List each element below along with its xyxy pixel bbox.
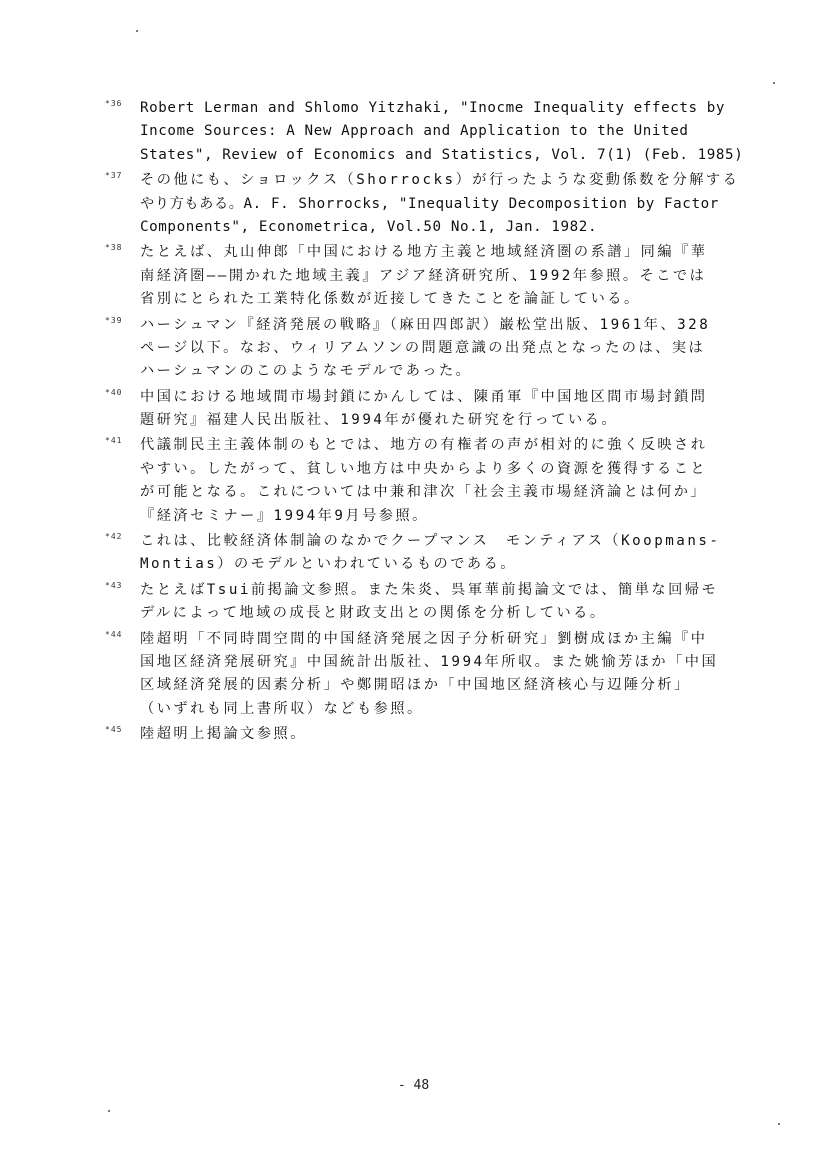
endnote-marker: *36 [105, 99, 123, 108]
endnotes-list [105, 97, 785, 749]
endnote-line: Robert Lerman and Shlomo Yitzhaki, "Inocme Inequality effects by [140, 100, 726, 116]
endnote-line: 南経済圏――開かれた地域主義』アジア経済研究所、1992年参照。そこでは [140, 267, 707, 284]
scan-speck [108, 1110, 110, 1112]
endnote-marker: *44 [105, 629, 123, 639]
endnote [105, 97, 785, 167]
endnote-line: 国地区経済発展研究』中国統計出版社、1994年所収。また姚愉芳ほか「中国 [140, 653, 719, 670]
endnote-line: 中国における地域間市場封鎖にかんしては、陳甬軍『中国地区間市場封鎖問 [140, 388, 708, 405]
endnote-marker: *42 [105, 532, 123, 542]
endnote-line: States", Review of Economics and Statistics, Vol. 7(1) (Feb. 1985) [140, 146, 744, 163]
endnote-line: やすい。したがって、貧しい地方は中央からより多くの資源を獲得すること [140, 460, 708, 477]
endnote-line: 省別にとられた工業特化係数が近接してきたことを論証している。 [140, 291, 641, 308]
endnote-line: 『経済セミナー』1994年9月号参照。 [140, 507, 429, 524]
scan-speck [136, 30, 138, 32]
endnote [105, 386, 785, 433]
endnote-line: 陸超明上掲論文参照。 [140, 726, 307, 743]
endnote-marker: *37 [105, 171, 123, 181]
endnote [105, 579, 785, 626]
endnote [105, 241, 785, 311]
endnote-marker: *41 [105, 436, 123, 446]
endnote-line: その他にも、ショロックス（Shorrocks）が行ったような変動係数を分解する [140, 172, 740, 189]
endnote-line: Income Sources: A New Approach and Application to the United [140, 123, 689, 140]
endnote [105, 314, 785, 384]
endnote [105, 530, 785, 577]
scan-speck [773, 82, 775, 84]
endnote-line: ハーシュマン『経済発展の戦略』（麻田四郎訳）巌松堂出版、1961年、328 [140, 316, 711, 333]
endnote-marker: *45 [105, 725, 123, 735]
endnote [105, 628, 785, 722]
endnote-marker: *38 [105, 243, 123, 253]
endnote-line: これは、比較経済体制論のなかでクープマンス モンティアス（Koopmans- [140, 533, 721, 550]
endnote-line: が可能となる。これについては中兼和津次「社会主義市場経済論とは何か」 [140, 484, 708, 501]
endnote [105, 434, 785, 528]
endnote-line: デルによって地域の成長と財政支出との関係を分析している。 [140, 605, 607, 622]
endnote-line: 陸超明「不同時間空間的中国経済発展之因子分析研究」劉樹成ほか主編『中 [140, 630, 708, 647]
endnote-line: （いずれも同上書所収）なども参照。 [140, 700, 424, 717]
endnote-line: たとえば、丸山伸郎「中国における地方主義と地域経済圏の系譜」同編『華 [140, 244, 708, 261]
endnote-line: 題研究』福建人民出版社、1994年が優れた研究を行っている。 [140, 412, 619, 429]
endnote-line: 代議制民主主義体制のもとでは、地方の有権者の声が相対的に強く反映され [140, 437, 708, 454]
endnote-line: Components", Econometrica, Vol.50 No.1, Jan. 1982. [140, 218, 598, 235]
endnote [105, 169, 785, 239]
endnote-marker: *40 [105, 387, 123, 397]
endnote-line: たとえばTsui前掲論文参照。また朱炎、呉軍華前掲論文では、簡単な回帰モ [140, 581, 719, 598]
endnote-line: ハーシュマンのこのようなモデルであった。 [140, 363, 473, 380]
endnote-line: ページ以下。なお、ウィリアムソンの問題意識の出発点となったのは、実は [140, 339, 706, 356]
endnote-line: Montias）のモデルといわれているものである。 [140, 556, 517, 573]
scan-speck [778, 1123, 780, 1125]
endnote-line: 区域経済発展的因素分析」や鄭開昭ほか「中国地区経済核心与辺陲分析」 [140, 677, 691, 694]
endnote-line: やり方もある。A. F. Shorrocks, "Inequality Decomposition by Factor [140, 195, 719, 212]
endnote-marker: *43 [105, 580, 123, 590]
endnote [105, 723, 785, 746]
page-number: - 48 [397, 1078, 430, 1093]
endnote-marker: *39 [105, 315, 123, 325]
